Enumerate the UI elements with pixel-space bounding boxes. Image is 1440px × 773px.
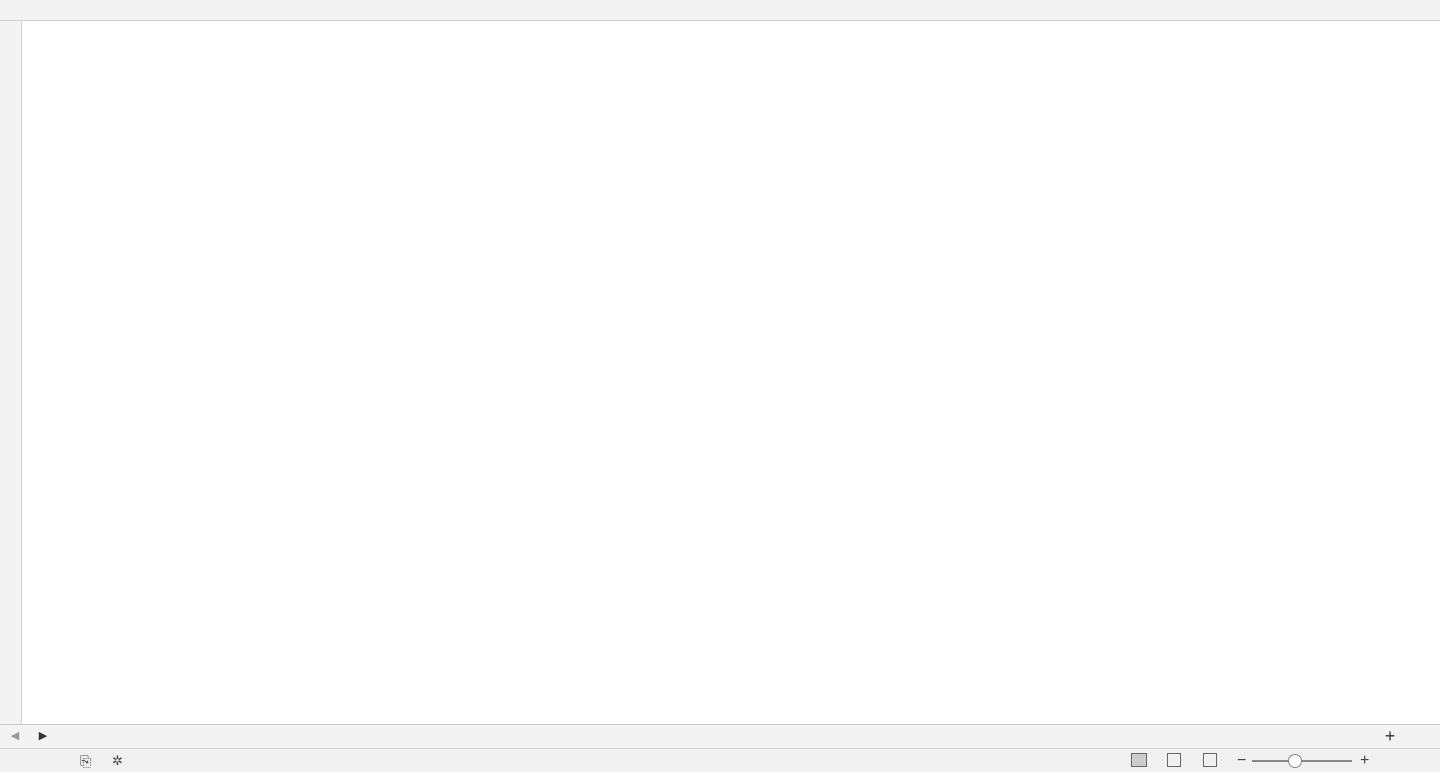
row-header-bar[interactable] [0, 21, 22, 724]
sheet-tabs-bar [0, 724, 1440, 748]
next-sheet-icon[interactable]: ▶ [38, 730, 48, 742]
page-break-view-icon[interactable] [1203, 753, 1217, 767]
macro-record-icon[interactable]: ⎘ [80, 753, 92, 769]
column-header-bar[interactable] [0, 0, 1440, 21]
add-sheet-icon[interactable]: + [1384, 726, 1396, 746]
worksheet-grid[interactable] [22, 21, 1440, 724]
page-layout-view-icon[interactable] [1167, 753, 1181, 767]
status-bar [0, 748, 1440, 772]
accessibility-icon[interactable]: ✲ [112, 753, 123, 768]
zoom-slider-thumb[interactable] [1288, 754, 1302, 768]
zoom-out-icon[interactable]: − [1237, 752, 1247, 769]
zoom-in-icon[interactable]: + [1360, 752, 1370, 769]
zoom-slider[interactable] [1252, 760, 1352, 762]
normal-view-icon[interactable] [1131, 753, 1147, 767]
prev-sheet-icon[interactable]: ◀ [10, 730, 20, 742]
